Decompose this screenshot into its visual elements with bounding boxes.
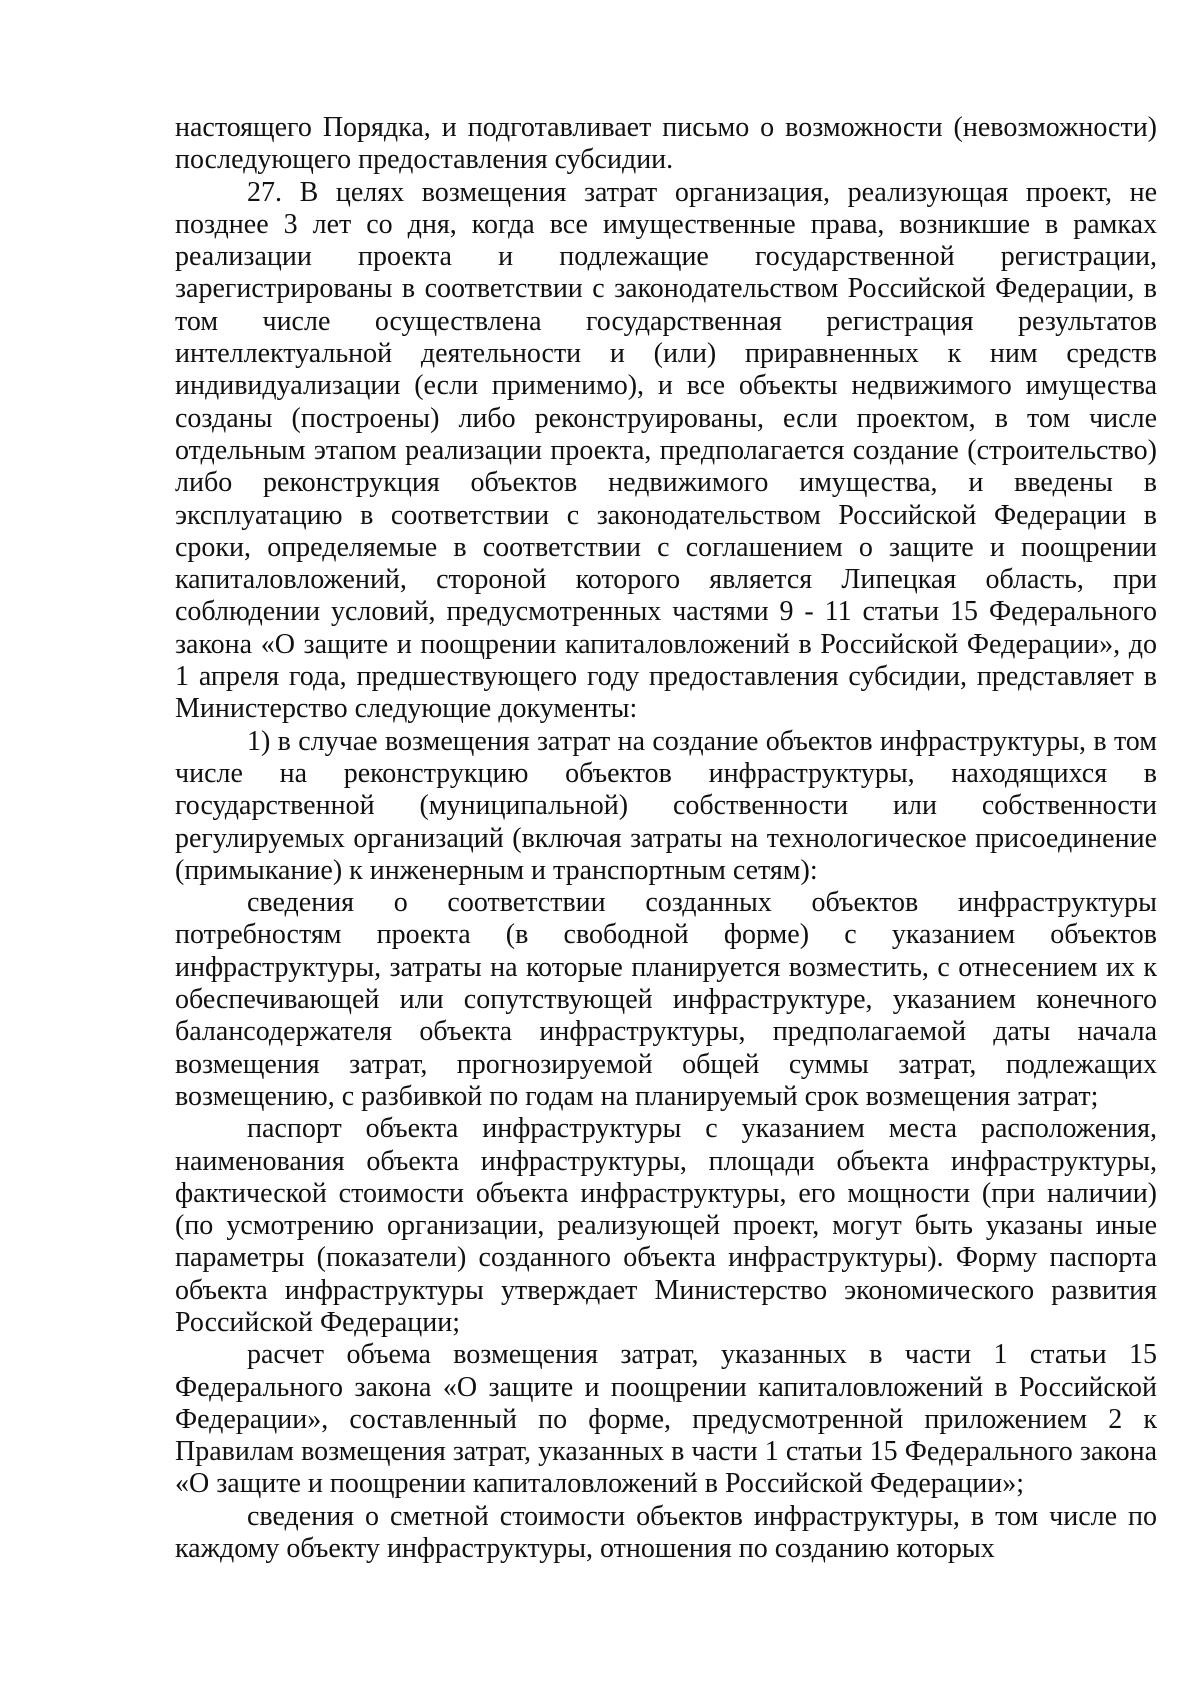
paragraph-estimated-cost: сведения о сметной стоимости объектов инфраструктуры, в том числе по каждому объекту инфраструктуры, отношения по созданию которых [175, 1500, 1157, 1565]
paragraph-infrastructure-passport: паспорт объекта инфраструктуры с указанием места расположения, наименования объекта инфраструктуры, площади объекта инфраструктуры, фактической стоимости объекта инфраструктуры, его мощности (при наличии) (по усмотрению организации, реализующей проект, могут быть указаны иные параметры (показатели) созданного объекта инфраструктуры). Форму паспорта объекта инфраструктуры утверждает Министерство экономического развития Российской Федерации; [175, 1113, 1157, 1338]
paragraph-reimbursement-calculation: расчет объема возмещения затрат, указанных в части 1 статьи 15 Федерального закона «О защите и поощрении капиталовложений в Российской Федерации», составленный по форме, предусмотренной приложением 2 к Правилам возмещения затрат, указанных в части 1 статьи 15 Федерального закона «О защите и поощрении капиталовложений в Российской Федерации»; [175, 1339, 1157, 1500]
paragraph-item-27: 27. В целях возмещения затрат организация, реализующая проект, не позднее 3 лет со дня, когда все имущественные права, возникшие в рамках реализации проекта и подлежащие государственной регистрации, зарегистрированы в соответствии с законодательством Российской Федерации, в том числе осуществлена государственная регистрация результатов интеллектуальной деятельности и (или) приравненных к ним средств индивидуализации (если применимо), и все объекты недвижимого имущества созданы (построены) либо реконструированы, если проектом, в том числе отдельным этапом реализации проекта, предполагается создание (строительство) либо реконструкция объектов недвижимого имущества, и введены в эксплуатацию в соответствии с законодательством Российской Федерации в сроки, определяемые в соответствии с соглашением о защите и поощрении капиталовложений, стороной которого является Липецкая область, при соблюдении условий, предусмотренных частями 9 - 11 статьи 15 Федерального закона «О защите и поощрении капиталовложений в Российской Федерации», до 1 апреля года, предшествующего году предоставления субсидии, представляет в Министерство следующие документы: [175, 176, 1157, 725]
document-body [175, 112, 1157, 1565]
paragraph-subitem-1: 1) в случае возмещения затрат на создание объектов инфраструктуры, в том числе на реконструкцию объектов инфраструктуры, находящихся в государственной (муниципальной) собственности или собственности регулируемых организаций (включая затраты на технологическое присоединение (примыкание) к инженерным и транспортным сетям): [175, 725, 1157, 886]
paragraph-infrastructure-info: сведения о соответствии созданных объектов инфраструктуры потребностям проекта (в свободной форме) с указанием объектов инфраструктуры, затраты на которые планируется возместить, с отнесением их к обеспечивающей или сопутствующей инфраструктуре, указанием конечного балансодержателя объекта инфраструктуры, предполагаемой даты начала возмещения затрат, прогнозируемой общей суммы затрат, подлежащих возмещению, с разбивкой по годам на планируемый срок возмещения затрат; [175, 887, 1157, 1112]
paragraph-continuation: настоящего Порядка, и подготавливает письмо о возможности (невозможности) последующего предоставления субсидии. [175, 112, 1157, 176]
